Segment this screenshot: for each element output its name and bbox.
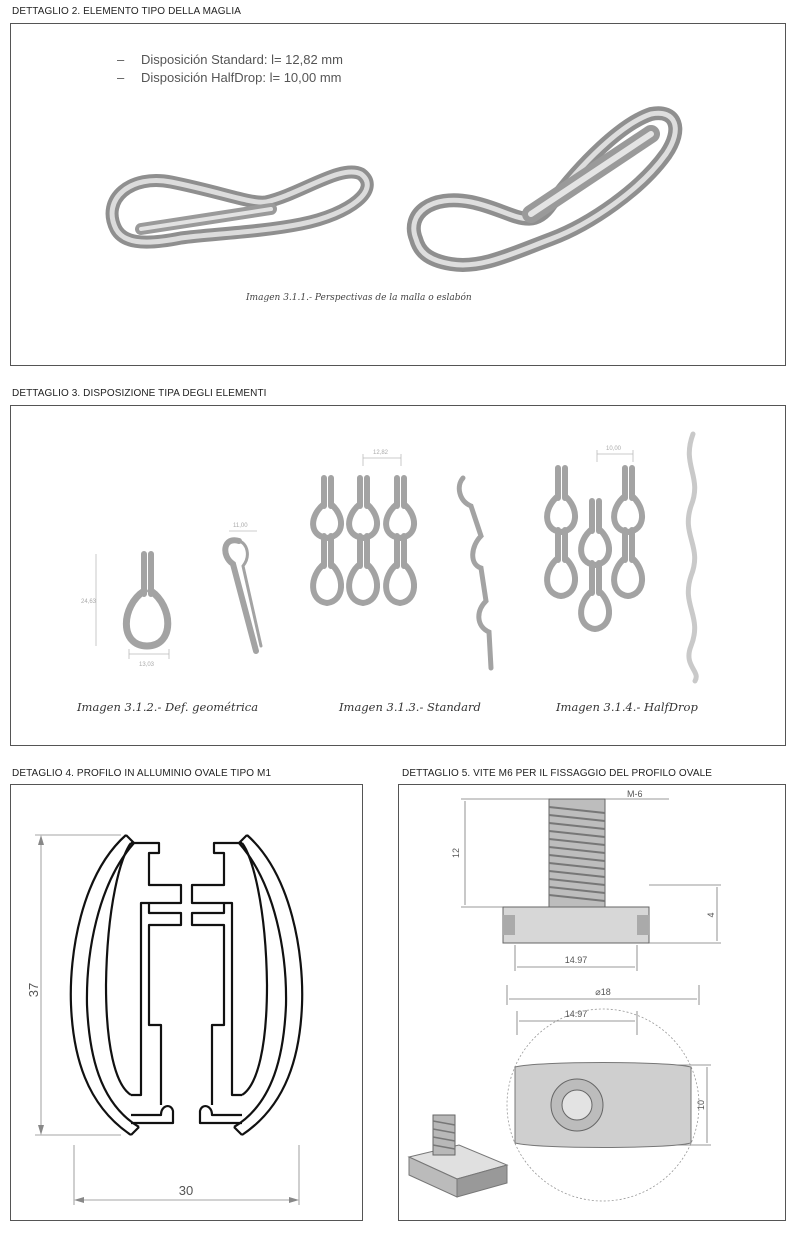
link-perspective-right [414, 113, 676, 265]
svg-text:–: – [117, 70, 125, 85]
dim-standard-pitch: 12,82 [373, 450, 389, 456]
section-title-d3: DETTAGLIO 3. DISPOSIZIONE TIPA DEGLI ELEMENTI [12, 388, 267, 399]
screw-top-view [507, 1009, 699, 1201]
link-perspective-left [112, 172, 367, 242]
thread-size-label: M-6 [627, 789, 643, 799]
caption-halfdrop: Imagen 3.1.4.- HalfDrop [556, 700, 698, 714]
halfdrop-spacing-text: Disposición HalfDrop: l= 10,00 mm [141, 70, 342, 85]
link-front-view [126, 554, 167, 646]
dim-flat-side: 10 [696, 1099, 706, 1111]
dim-wire-length: 11,00 [233, 523, 248, 529]
profile-dimension-lines [35, 835, 299, 1205]
aluminium-profile-drawing [11, 785, 362, 1220]
panel-element-layout [10, 405, 786, 746]
svg-text:–: – [117, 52, 125, 67]
dim-head-height: 4 [706, 912, 716, 918]
panel-m6-screw [398, 784, 786, 1221]
caption-geometric: Imagen 3.1.2.- Def. geométrica [77, 700, 259, 714]
profile-outline [71, 835, 302, 1135]
dim-head-width: 14.97 [564, 955, 588, 965]
element-layout-figure [11, 406, 785, 745]
halfdrop-chain-grid [547, 468, 642, 629]
standard-chain-side-view [459, 478, 491, 668]
panel-aluminium-profile [10, 784, 363, 1221]
screw-3d-view [409, 1115, 507, 1197]
caption-perspectives: Imagen 3.1.1.- Perspectivas de la malla o eslabón [246, 293, 472, 303]
panel-mesh-element [10, 23, 786, 366]
m6-screw-drawing [399, 785, 785, 1220]
dim-profile-height: 37 [26, 982, 41, 998]
caption-standard: Imagen 3.1.3.- Standard [339, 700, 481, 714]
dim-flat-width: 14.97 [564, 1009, 588, 1019]
dim-halfdrop-pitch: 10,00 [606, 446, 622, 452]
screw-side-view [503, 799, 649, 943]
halfdrop-chain-side-view [688, 434, 696, 681]
dim-link-height: 24,63 [81, 599, 97, 605]
standard-spacing-text: Disposición Standard: l= 12,82 mm [141, 52, 343, 67]
dim-link-width: 13,03 [139, 662, 155, 668]
profile-dimension-arrows [38, 835, 299, 1203]
dim-head-diameter: ⌀18 [595, 987, 611, 997]
mesh-element-figure [11, 24, 785, 365]
link-side-view [225, 540, 261, 651]
section-title-d2: DETTAGLIO 2. ELEMENTO TIPO DELLA MAGLIA [12, 6, 241, 17]
standard-chain-grid [313, 478, 414, 603]
section-title-d4: DETAGLIO 4. PROFILO IN ALLUMINIO OVALE TIPO M1 [12, 768, 272, 779]
dim-profile-width: 30 [178, 1183, 194, 1198]
section-title-d5: DETTAGLIO 5. VITE M6 PER IL FISSAGGIO DEL PROFILO OVALE [402, 768, 713, 779]
dim-screw-length: 12 [451, 847, 461, 859]
